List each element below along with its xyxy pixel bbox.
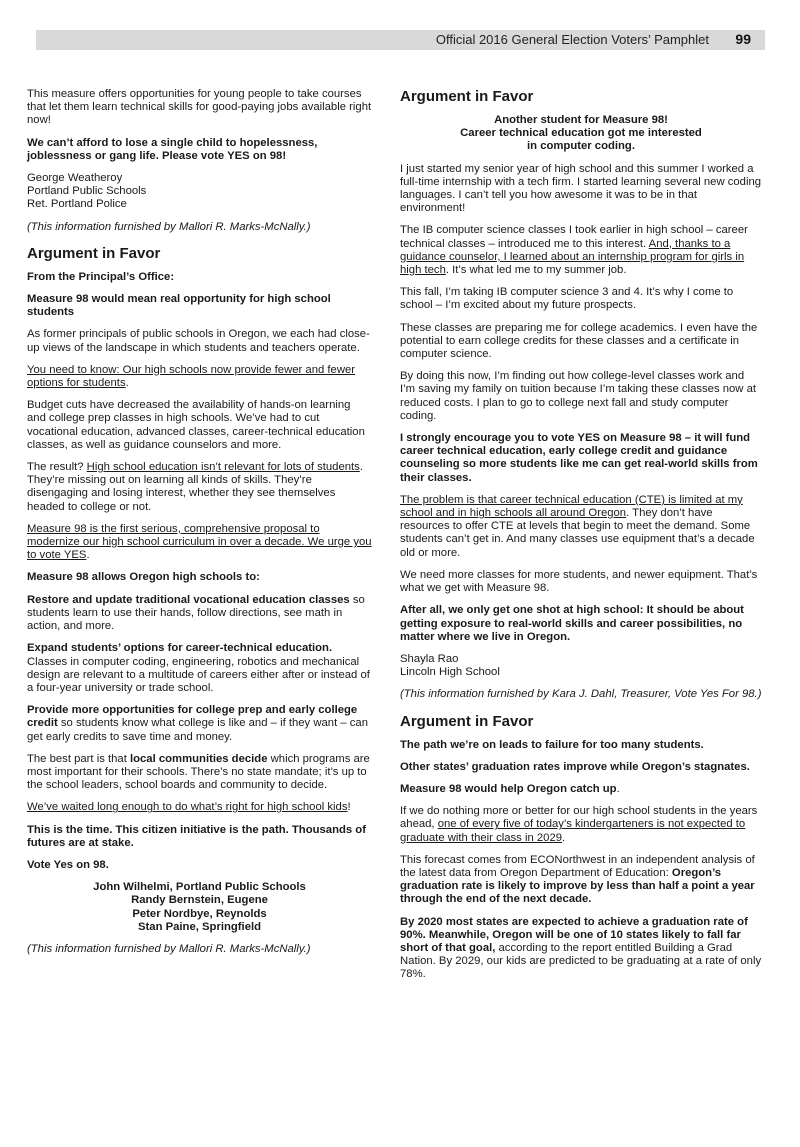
text: . — [86, 549, 90, 562]
text: This forecast comes from ECONorthwest in an independent analysis of the latest data from Oregon Department of Education: — [400, 853, 755, 879]
paragraph: We need more classes for more students, and newer equipment. That’s what we get with Measure 98. — [400, 568, 758, 595]
underlined-text: You need to know: Our high schools now provide fewer and fewer options for students — [27, 363, 356, 390]
paragraph: After all, we only get one shot at high school: It should be about getting exposure to real-world skills and career possibilities, no matter where we live in Oregon. — [400, 604, 744, 643]
furnished-note: (This information furnished by Kara J. Dahl, Treasurer, Vote Yes For 98.) — [400, 688, 762, 701]
signer-name: George Weatheroy — [27, 172, 123, 185]
text: . — [562, 831, 566, 844]
paragraph — [400, 783, 762, 796]
paragraph: This is the time. This citizen initiative is the path. Thousands of futures are at stake. — [27, 823, 366, 849]
paragraph: These classes are preparing me for college academics. I even have the potential to earn college credits for these classes and a certificate in computer science. — [400, 321, 758, 361]
furnished-note: (This information furnished by Mallori R. Marks-McNally.) — [27, 220, 311, 233]
paragraph — [400, 224, 762, 277]
page-header — [36, 30, 765, 50]
paragraph — [27, 753, 372, 793]
bold-text: Restore and update traditional vocational education classes — [27, 593, 350, 606]
underlined-text: The problem is that career technical education (CTE) is limited at my school and in high schools all around Oregon — [400, 493, 743, 520]
text: The best part is that — [27, 752, 130, 765]
paragraph: This fall, I’m taking IB computer science 3 and 4. It’s why I come to school – I’m excited about my future prospects. — [400, 286, 734, 312]
paragraph: Other states’ graduation rates improve while Oregon’s stagnates. — [400, 760, 750, 773]
paragraph: Measure 98 allows Oregon high schools to: — [27, 571, 260, 584]
intro-plea: We can’t afford to lose a single child to hopelessness, joblessness or gang life. Please vote YES on 98! — [27, 136, 318, 162]
bold-text: Expand students’ options for career-technical education. — [27, 642, 333, 655]
text: . They don’t have resources to offer CTE at levels that begin to meet the demand. Some students can’t get in. And many classes use equipment that’s a decade old or more. — [400, 507, 755, 559]
left-column — [27, 88, 372, 965]
paragraph — [27, 801, 372, 814]
paragraph: By doing this now, I’m finding out how college-level classes work and I’m saving my family on tuition because I’m taking these classes now at reduced costs. I plan to go to college next fall and study computer coding. — [400, 370, 757, 422]
signer: John Wilhelmi, Portland Public Schools — [93, 881, 306, 894]
text: . It’s what led me to my summer job. — [445, 264, 627, 277]
paragraph — [27, 594, 372, 634]
underlined-text: And, thanks to a guidance counselor, I learned about an internship program for girls in high tech — [400, 237, 745, 277]
signer-affiliation: Portland Public Schools — [27, 185, 147, 198]
signers-list — [27, 881, 372, 934]
bold-text: local communities decide — [129, 752, 268, 765]
paragraph — [27, 642, 372, 695]
signer-affiliation: Lincoln High School — [400, 666, 500, 679]
text: ! — [347, 801, 351, 814]
signer: Stan Paine, Springfield — [137, 920, 262, 933]
subhead-line: Career technical education got me interested — [460, 127, 702, 140]
paragraph: Budget cuts have decreased the availability of hands-on learning and college prep classes in high schools. We’ve had to cut vocational education, advanced classes, career-technical education classes, as well as guidance counselors and more. — [27, 399, 365, 451]
furnished-note: (This information furnished by Mallori R. Marks-McNally.) — [27, 942, 311, 955]
paragraph — [400, 805, 762, 845]
paragraph: As former principals of public schools in Oregon, we each had close-up views of the landscape in which students and teachers operate. — [27, 328, 370, 354]
paragraph — [27, 704, 372, 744]
text: . — [616, 782, 620, 795]
paragraph — [27, 523, 372, 563]
paragraph: The path we’re on leads to failure for too many students. — [400, 738, 704, 751]
pamphlet-title: Official 2016 General Election Voters’ Pamphlet — [435, 32, 709, 47]
text: so students learn to use their hands, follow directions, see math in action, and more. — [27, 593, 365, 633]
text: according to the report entitled Building a Grad Nation. By 2029, our kids are predicted to be graduating at a rate of only 78%. — [400, 941, 762, 981]
signer-name: Shayla Rao — [400, 652, 459, 665]
signer: Randy Bernstein, Eugene — [131, 894, 268, 907]
intro-paragraph: This measure offers opportunities for young people to take courses that let them learn technical skills for good-paying jobs available right now! — [27, 88, 372, 127]
text: . — [125, 377, 129, 390]
argument-subhead: Measure 98 would mean real opportunity for high school students — [27, 293, 331, 319]
paragraph — [400, 916, 762, 982]
argument-subhead — [400, 114, 762, 154]
underlined-text: We’ve waited long enough to do what’s right for high school kids — [27, 801, 348, 814]
text: If we do nothing more or better for our high school students in the years ahead, — [400, 805, 758, 831]
subhead-line: Another student for Measure 98! — [494, 114, 668, 126]
page-number: 99 — [735, 31, 751, 47]
text: so students know what college is like and – if they want – can get early credits to save time and money. — [27, 717, 368, 743]
paragraph: I strongly encourage you to vote YES on Measure 98 – it will fund career technical education, early college credit and guidance counseling so more students like me can get real-world skills from their classes. — [400, 432, 758, 484]
text: . They’re missing out on learning all kinds of skills. They’re disengaging and losing interest, whether they see themselves headed to college or not. — [27, 461, 363, 513]
argument-heading: Argument in Favor — [27, 244, 161, 262]
argument-heading: Argument in Favor — [400, 88, 534, 105]
bold-text: Measure 98 would help Oregon catch up — [400, 782, 617, 795]
underlined-text: Measure 98 is the first serious, comprehensive proposal to modernize our high school curriculum in over a decade. We urge you to vote YES — [27, 522, 372, 562]
bold-text: Provide more opportunities for college prep and early college credit — [27, 704, 358, 730]
paragraph — [400, 494, 762, 560]
signer: Peter Nordbye, Reynolds — [132, 907, 267, 920]
underlined-text: High school education isn’t relevant for lots of students — [86, 461, 360, 474]
bold-text: Oregon’s graduation rate is likely to improve by less than half a point a year through the end of the next decade. — [400, 866, 755, 906]
text: which programs are most important for their schools. There’s no state mandate; it’s up to the school leaders, school boards and community to decide. — [27, 752, 370, 792]
argument-heading: Argument in Favor — [400, 712, 534, 730]
right-column — [400, 88, 762, 991]
text: Classes in computer coding, engineering, robotics and mechanical design are relevant to a multitude of careers either after or instead of a four-year university or trade school. — [27, 655, 370, 694]
underlined-text: one of every five of today’s kindergarteners is not expected to graduate with their class in 2029 — [400, 818, 746, 844]
subhead-line: in computer coding. — [527, 140, 635, 153]
paragraph: I just started my senior year of high school and this summer I worked a full-time internship with a tech firm. I started learning several new coding languages. I can’t tell you how awesome it was to be in that environment! — [400, 162, 762, 215]
from-office: From the Principal’s Office: — [27, 270, 175, 283]
paragraph — [27, 364, 372, 390]
signer-affiliation: Ret. Portland Police — [27, 198, 127, 211]
text: The IB computer science classes I took earlier in high school – career technical classes – introduced me to this interest. — [400, 224, 748, 250]
paragraph — [27, 461, 372, 514]
text: The result? — [27, 461, 87, 474]
paragraph — [400, 854, 762, 907]
bold-text: By 2020 most states are expected to achieve a graduation rate of 90%. Meanwhile, Oregon will be one of 10 states likely to fall far short of that goal, — [400, 915, 748, 954]
vote-yes: Vote Yes on 98. — [27, 858, 109, 871]
